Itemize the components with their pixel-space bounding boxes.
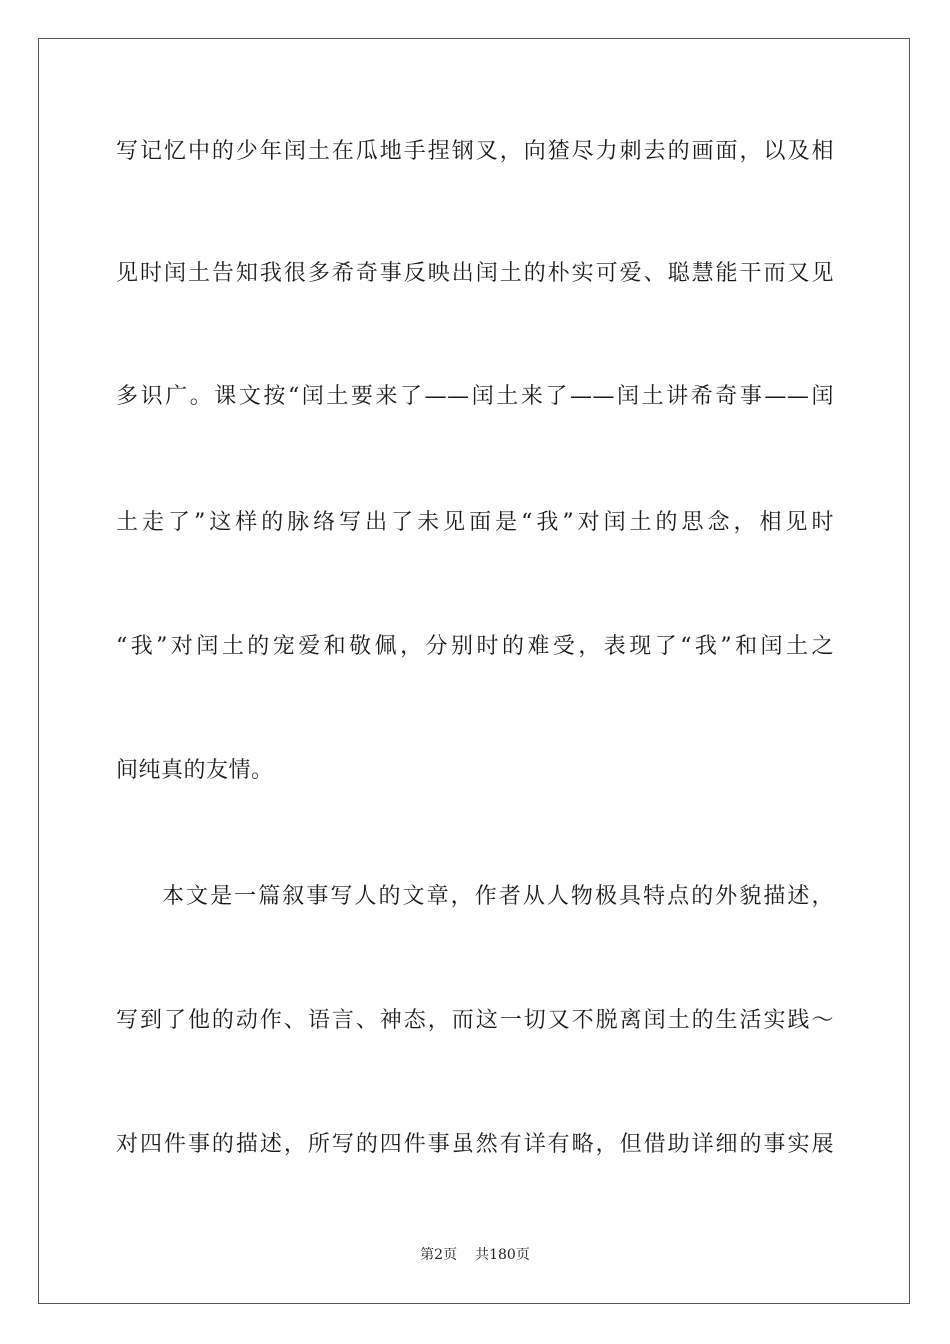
text-line: 多识广。课文按“闰土要来了——闰土来了——闰土讲希奇事——闰 [116,384,834,409]
page-number: 第2页 [420,1247,458,1263]
text-line: 写记忆中的少年闰土在瓜地手捏钢叉，向猹尽力刺去的画面，以及相 [116,139,834,164]
text-line: 土走了”这样的脉络写出了未见面是“我”对闰土的思念，相见时 [116,510,834,535]
page-total: 共180页 [475,1247,530,1263]
text-line: 对四件事的描述，所写的四件事虽然有详有略，但借助详细的事实展 [116,1132,834,1157]
text-line: 间纯真的友情。 [116,758,274,783]
page-footer [0,1245,950,1265]
page-border [38,38,910,1304]
text-line: “我”对闰土的宠爱和敬佩，分别时的难受，表现了“我”和闰土之 [116,634,834,659]
text-line: 写到了他的动作、语言、神态，而这一切又不脱离闰土的生活实践～ [116,1008,834,1033]
text-line: 见时闰土告知我很多希奇事反映出闰土的朴实可爱、聪慧能干而又见 [116,261,834,286]
paragraph-first-line: 本文是一篇叙事写人的文章，作者从人物极具特点的外貌描述， [162,884,834,909]
